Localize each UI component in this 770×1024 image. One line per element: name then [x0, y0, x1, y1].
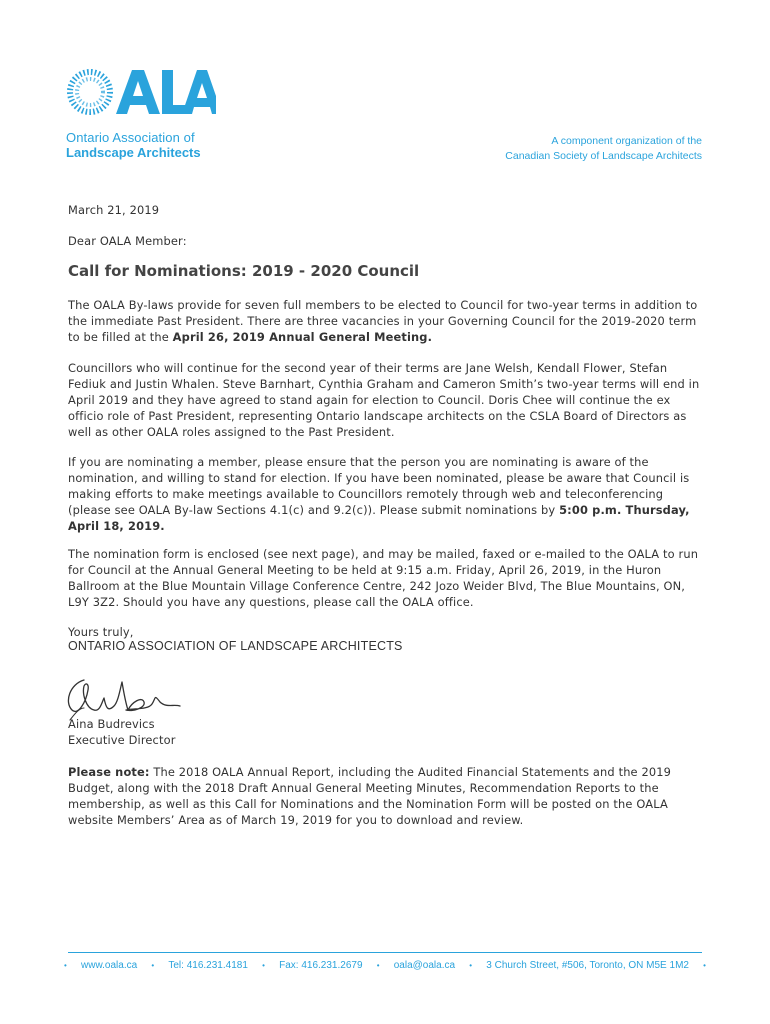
footer-fax: Fax: 416.231.2679: [279, 960, 363, 971]
paragraph-bylaws: [68, 297, 708, 345]
oala-logo: [66, 66, 226, 166]
component-organization-note: [505, 134, 702, 164]
letter-salutation: Dear OALA Member:: [68, 234, 187, 248]
signer-title: Executive Director: [68, 733, 176, 747]
oala-wordmark-logo: [66, 66, 216, 122]
footer-contact-bar: [64, 960, 706, 971]
paragraph-nominating: [68, 454, 708, 534]
footer-email[interactable]: oala@oala.ca: [393, 960, 456, 971]
footer-bullet-icon: •: [469, 961, 473, 970]
footer-bullet-icon: •: [262, 961, 265, 970]
letter-closing: Yours truly,: [68, 625, 134, 639]
paragraph-bylaws-text: The OALA By-laws provide for seven full members to be elected to Council for two-year terms in addition to the immediate Past President. There are three vacancies in your Governing Council for the 2019-2020 term to be filled at the: [68, 298, 698, 344]
footer-address: 3 Church Street, #506, Toronto, ON M5E 1M2: [486, 960, 689, 971]
dotted-o-icon: [70, 72, 110, 112]
footer-bullet-icon: •: [151, 961, 155, 970]
letter-title: Call for Nominations: 2019 - 2020 Council: [68, 262, 420, 280]
please-note-label: Please note:: [68, 765, 150, 779]
signature-org-name: ONTARIO ASSOCIATION OF LANDSCAPE ARCHITECTS: [68, 639, 403, 653]
footer-website[interactable]: www.oala.ca: [81, 960, 138, 971]
logo-org-name-line1: Ontario Association of: [66, 130, 195, 145]
deadline-emphasis: 5:00 p.m. Thursday, April 18, 2019.: [68, 503, 690, 533]
component-line-2: Canadian Society of Landscape Architects: [505, 150, 702, 162]
footer-bullet-icon: •: [376, 961, 380, 970]
footer-divider: [68, 952, 702, 953]
agm-date-emphasis: April 26, 2019 Annual General Meeting.: [172, 330, 433, 344]
paragraph-nominating-text: If you are nominating a member, please ensure that the person you are nominating is aware of the nomination, and willing to stand for election. If you have been nominated, please be aware that Council is making efforts to make meetings available to Councillors remotely through web and teleconferencing (please see OALA By-law Sections 4.1(c) and 9.2(c)). Please submit nominations by: [68, 455, 690, 517]
please-note-text: The 2018 OALA Annual Report, including the Audited Financial Statements and the 2019 Budget, along with the 2018 Draft Annual General Meeting Minutes, Recommendation Reports to the membership, as well as this Call for Nominations and the Nomination Form will be posted on the OALA website Members’ Area as of March 19, 2019 for you to download and review.: [68, 765, 672, 827]
paragraph-councillors: [68, 360, 708, 440]
paragraph-nomination-form: [68, 546, 708, 610]
paragraph-councillors-text: Councillors who will continue for the second year of their terms are Jane Welsh, Kendall Flower, Stefan Fediuk and Justin Whalen. Steve Barnhart, Cynthia Graham and Cameron Smith’s two-year terms will end in April 2019 and they have agreed to stand again for election to Council. Doris Chee will continue the ex officio role of Past President, representing Ontario landscape architects on the CSLA Board of Directors as well as other OALA roles assigned to the Past President.: [68, 361, 700, 439]
signer-block: [68, 716, 708, 748]
footer-bullet-icon: •: [64, 961, 67, 970]
signer-name: Aina Budrevics: [68, 717, 155, 731]
logo-org-name-line2: Landscape Architects: [66, 145, 201, 160]
footer-telephone: Tel: 416.231.4181: [168, 960, 248, 971]
paragraph-nomination-form-text: The nomination form is enclosed (see next page), and may be mailed, faxed or e-mailed to the OALA to run for Council at the Annual General Meeting to be held at 9:15 a.m. Friday, April 26, 2019, in the Huron Ballroom at the Blue Mountain Village Conference Centre, 242 Jozo Weider Blvd, The Blue Mountains, ON, L9Y 3Z2. Should you have any questions, please call the OALA office.: [68, 547, 699, 609]
footer-bullet-icon: •: [703, 961, 706, 970]
component-line-1: A component organization of the: [551, 135, 702, 147]
letter-date: March 21, 2019: [68, 203, 160, 217]
please-note-paragraph: [68, 764, 708, 828]
